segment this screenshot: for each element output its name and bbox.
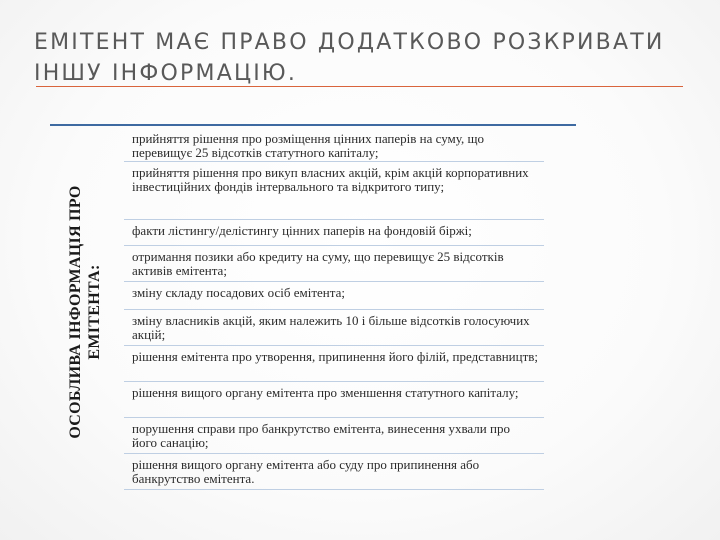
table-top-border (50, 124, 576, 126)
list-item: рішення емітента про утворення, припинення його філій, представництв; (124, 346, 544, 382)
list-item: отримання позики або кредиту на суму, що перевищує 25 відсотків активів емітента; (124, 246, 544, 282)
side-header-cell (50, 128, 120, 496)
list-item: зміну складу посадових осіб емітента; (124, 282, 544, 310)
list-item: зміну власників акцій, яким належить 10 і більше відсотків голосуючих акцій; (124, 310, 544, 346)
info-list (124, 128, 544, 490)
slide-title: ЕМІТЕНТ МАЄ ПРАВО ДОДАТКОВО РОЗКРИВАТИ ІНШУ ІНФОРМАЦІЮ. (34, 30, 665, 86)
side-header-label: ОСОБЛИВА ІНФОРМАЦІЯ ПРО ЕМІТЕНТА: (67, 185, 103, 439)
list-item: прийняття рішення про викуп власних акцій, крім акцій корпоративних інвестиційних фондів інтервального та відкритого типу; (124, 162, 544, 220)
list-item: рішення вищого органу емітента або суду про припинення або банкрутство емітента. (124, 454, 544, 490)
title-underline (36, 86, 683, 87)
list-item: прийняття рішення про розміщення цінних паперів на суму, що перевищує 25 відсотків статутного капіталу; (124, 128, 544, 162)
list-item: порушення справи про банкрутство емітента, винесення ухвали про його санацію; (124, 418, 544, 454)
list-item: рішення вищого органу емітента про зменшення статутного капіталу; (124, 382, 544, 418)
list-item: факти лістингу/делістингу цінних паперів на фондовій біржі; (124, 220, 544, 246)
